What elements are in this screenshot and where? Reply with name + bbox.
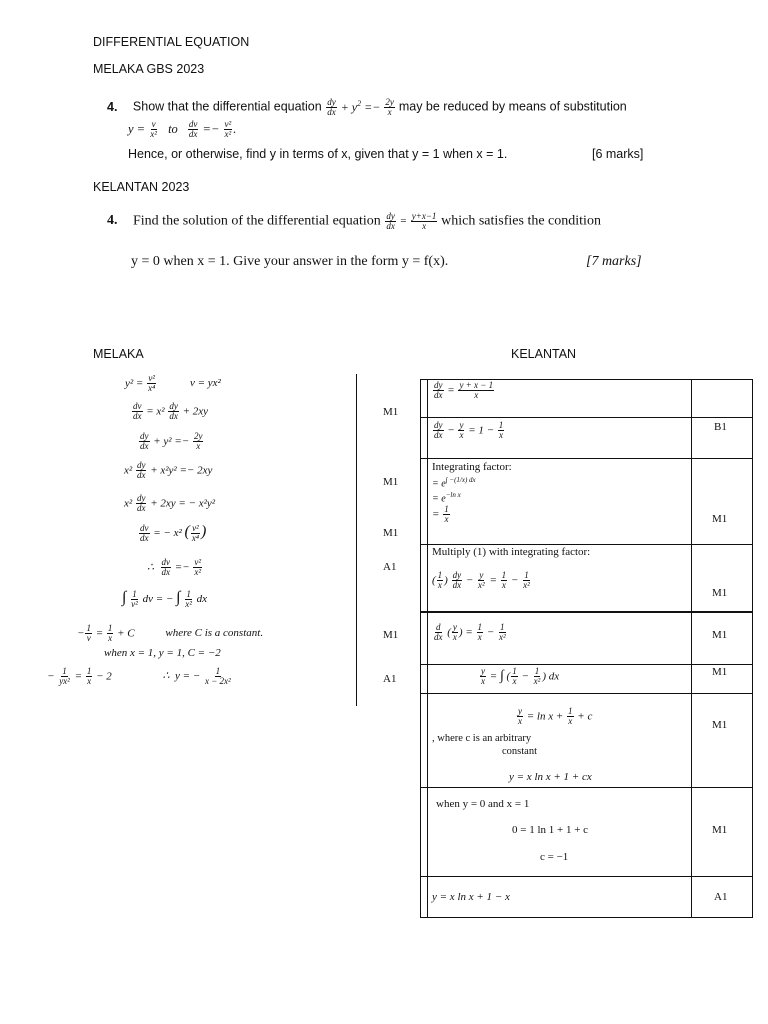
- document-title: DIFFERENTIAL EQUATION: [93, 35, 250, 49]
- question-number: 4.: [107, 99, 118, 114]
- question-kelantan: 4. Find the solution of the differential equation $\frac{dy}{dx}$ = $\frac{y+x-1}{x}$ which satisfies the condition: [107, 211, 601, 232]
- answer-label-kelantan: KELANTAN: [511, 347, 577, 361]
- answer-label-melaka: MELAKA: [93, 347, 144, 361]
- table-cell-text: Multiply (1) with integrating factor:: [432, 546, 591, 558]
- math-step: $\frac{dy}{dx}$ + y² =− $\frac{2y}{x}$: [140, 431, 203, 452]
- substitution-equation: y = $\frac{v}{\text{x²}}$ to $\frac{dv}{dx}$ =− $\frac{\text{v²}}{\text{x²}}$ .: [128, 119, 237, 140]
- column-divider: [356, 374, 357, 706]
- table-cell-math: = $e^{-ln x}$: [432, 491, 461, 505]
- math-step: y² = $\frac{\text{v²}}{\text{x⁴}}$ v = yx²: [125, 373, 221, 394]
- table-cell-math: = $\frac{1}{x}$: [432, 504, 449, 525]
- mark-label: M1: [712, 587, 728, 599]
- math-step: $\frac{dv}{dx}$ = − x² ( $\frac{\text{v²}}{\text{x⁴}}$ ): [140, 522, 207, 543]
- mark-label: M1: [712, 666, 728, 678]
- marks-label: [6 marks]: [592, 147, 644, 161]
- mark-label: A1: [714, 891, 728, 903]
- table-cell-text: Integrating factor:: [432, 461, 512, 473]
- mark-label: M1: [712, 824, 728, 836]
- table-cell-text: 0 = 1 ln 1 + 1 + c: [512, 824, 589, 836]
- math-step: − $\frac{1}{v}$ = $\frac{1}{x}$ + C where C is a constant.: [77, 623, 264, 644]
- table-cell-text: constant: [502, 746, 537, 757]
- mark-label: M1: [712, 719, 728, 731]
- math-step: $\frac{dv}{dx}$ = x² $\frac{dy}{dx}$ + 2xy: [133, 401, 209, 422]
- table-cell-math: $\frac{dy}{dx}$ = $\frac{y + x - 1}{x}$: [434, 380, 494, 401]
- question-text: Show that the differential equation: [132, 99, 322, 114]
- mark-label: B1: [714, 421, 727, 433]
- table-cell-text: when y = 0 and x = 1: [436, 798, 530, 810]
- table-cell-math: ( $\frac{1}{x}$ ) $\frac{dy}{dx}$ − $\frac{y}{\text{x²}}$ = $\frac{1}{x}$ − $\frac{1}{\text{x²}}$: [432, 570, 530, 591]
- math-step: ∫ $\frac{1}{\text{v²}}$ dv = − ∫ $\frac{1}{\text{x²}}$ dx: [122, 588, 208, 609]
- question-text: y = 0 when x = 1. Give your answer in the form y = f(x).: [131, 254, 449, 269]
- table-cell-math: = $e^{\int -(1/x) dx}$: [432, 476, 476, 490]
- math-step: x² $\frac{dy}{dx}$ + x²y² =− 2xy: [124, 460, 213, 481]
- table-cell-text: c = −1: [540, 851, 569, 863]
- table-cell-math: y = x ln x + 1 − x: [432, 891, 510, 903]
- mark-label: A1: [383, 561, 397, 573]
- to-word: to: [168, 121, 178, 136]
- table-cell-text: , where c is an arbitrary: [432, 733, 532, 744]
- table-cell-math: $\frac{dy}{dx}$ − $\frac{y}{x}$ = 1 − $\frac{1}{x}$: [434, 420, 504, 441]
- math-step: − $\frac{1}{\text{yx²}}$ = $\frac{1}{x}$ − 2 ∴ y = − $\frac{1}{\text{x − 2x²}}$: [47, 666, 231, 687]
- math-step: x² $\frac{dy}{dx}$ + 2xy = − x²y²: [124, 493, 216, 514]
- constant-note: where C is a constant.: [165, 627, 264, 640]
- question-text: Hence, or otherwise, find y in terms of x, given that y = 1 when x = 1.: [128, 147, 508, 161]
- mark-label: M1: [712, 629, 728, 641]
- mark-label: M1: [383, 527, 399, 539]
- mark-label: M1: [712, 513, 728, 525]
- mark-label: M1: [383, 406, 399, 418]
- table-cell-math: $\frac{y}{x}$ = ∫ ( $\frac{1}{x}$ − $\frac{1}{\text{x²}}$ ) dx: [481, 666, 560, 687]
- math-step: ∴ $\frac{dv}{dx}$ =− $\frac{\text{v²}}{\text{x²}}$: [147, 557, 202, 578]
- question-melaka: 4. Show that the differential equation $\frac{dy}{dx}$ + $y^2$ =− $\frac{2y}{x}$ may be reduced by means of substitution: [107, 97, 627, 118]
- initial-condition: when x = 1, y = 1, C = −2: [104, 647, 221, 659]
- question-text: which satisfies the condition: [441, 213, 601, 229]
- mark-label: A1: [383, 673, 397, 685]
- mark-label: M1: [383, 476, 399, 488]
- table-cell-math: $\frac{d}{dx}$ ( $\frac{y}{x}$ ) = $\frac{1}{x}$ − $\frac{1}{\text{x²}}$: [434, 622, 506, 643]
- marks-label: [7 marks]: [586, 254, 642, 269]
- section-heading-melaka: MELAKA GBS 2023: [93, 62, 205, 76]
- question-number: 4.: [107, 213, 118, 229]
- table-cell-math: $\frac{y}{x}$ = ln x + $\frac{1}{x}$ + c: [518, 706, 593, 727]
- question-text: may be reduced by means of substitution: [398, 99, 627, 114]
- question-text: Find the solution of the differential equation: [133, 213, 381, 229]
- section-heading-kelantan: KELANTAN 2023: [93, 180, 190, 194]
- mark-label: M1: [383, 629, 399, 641]
- table-cell-math: y = x ln x + 1 + cx: [509, 771, 592, 783]
